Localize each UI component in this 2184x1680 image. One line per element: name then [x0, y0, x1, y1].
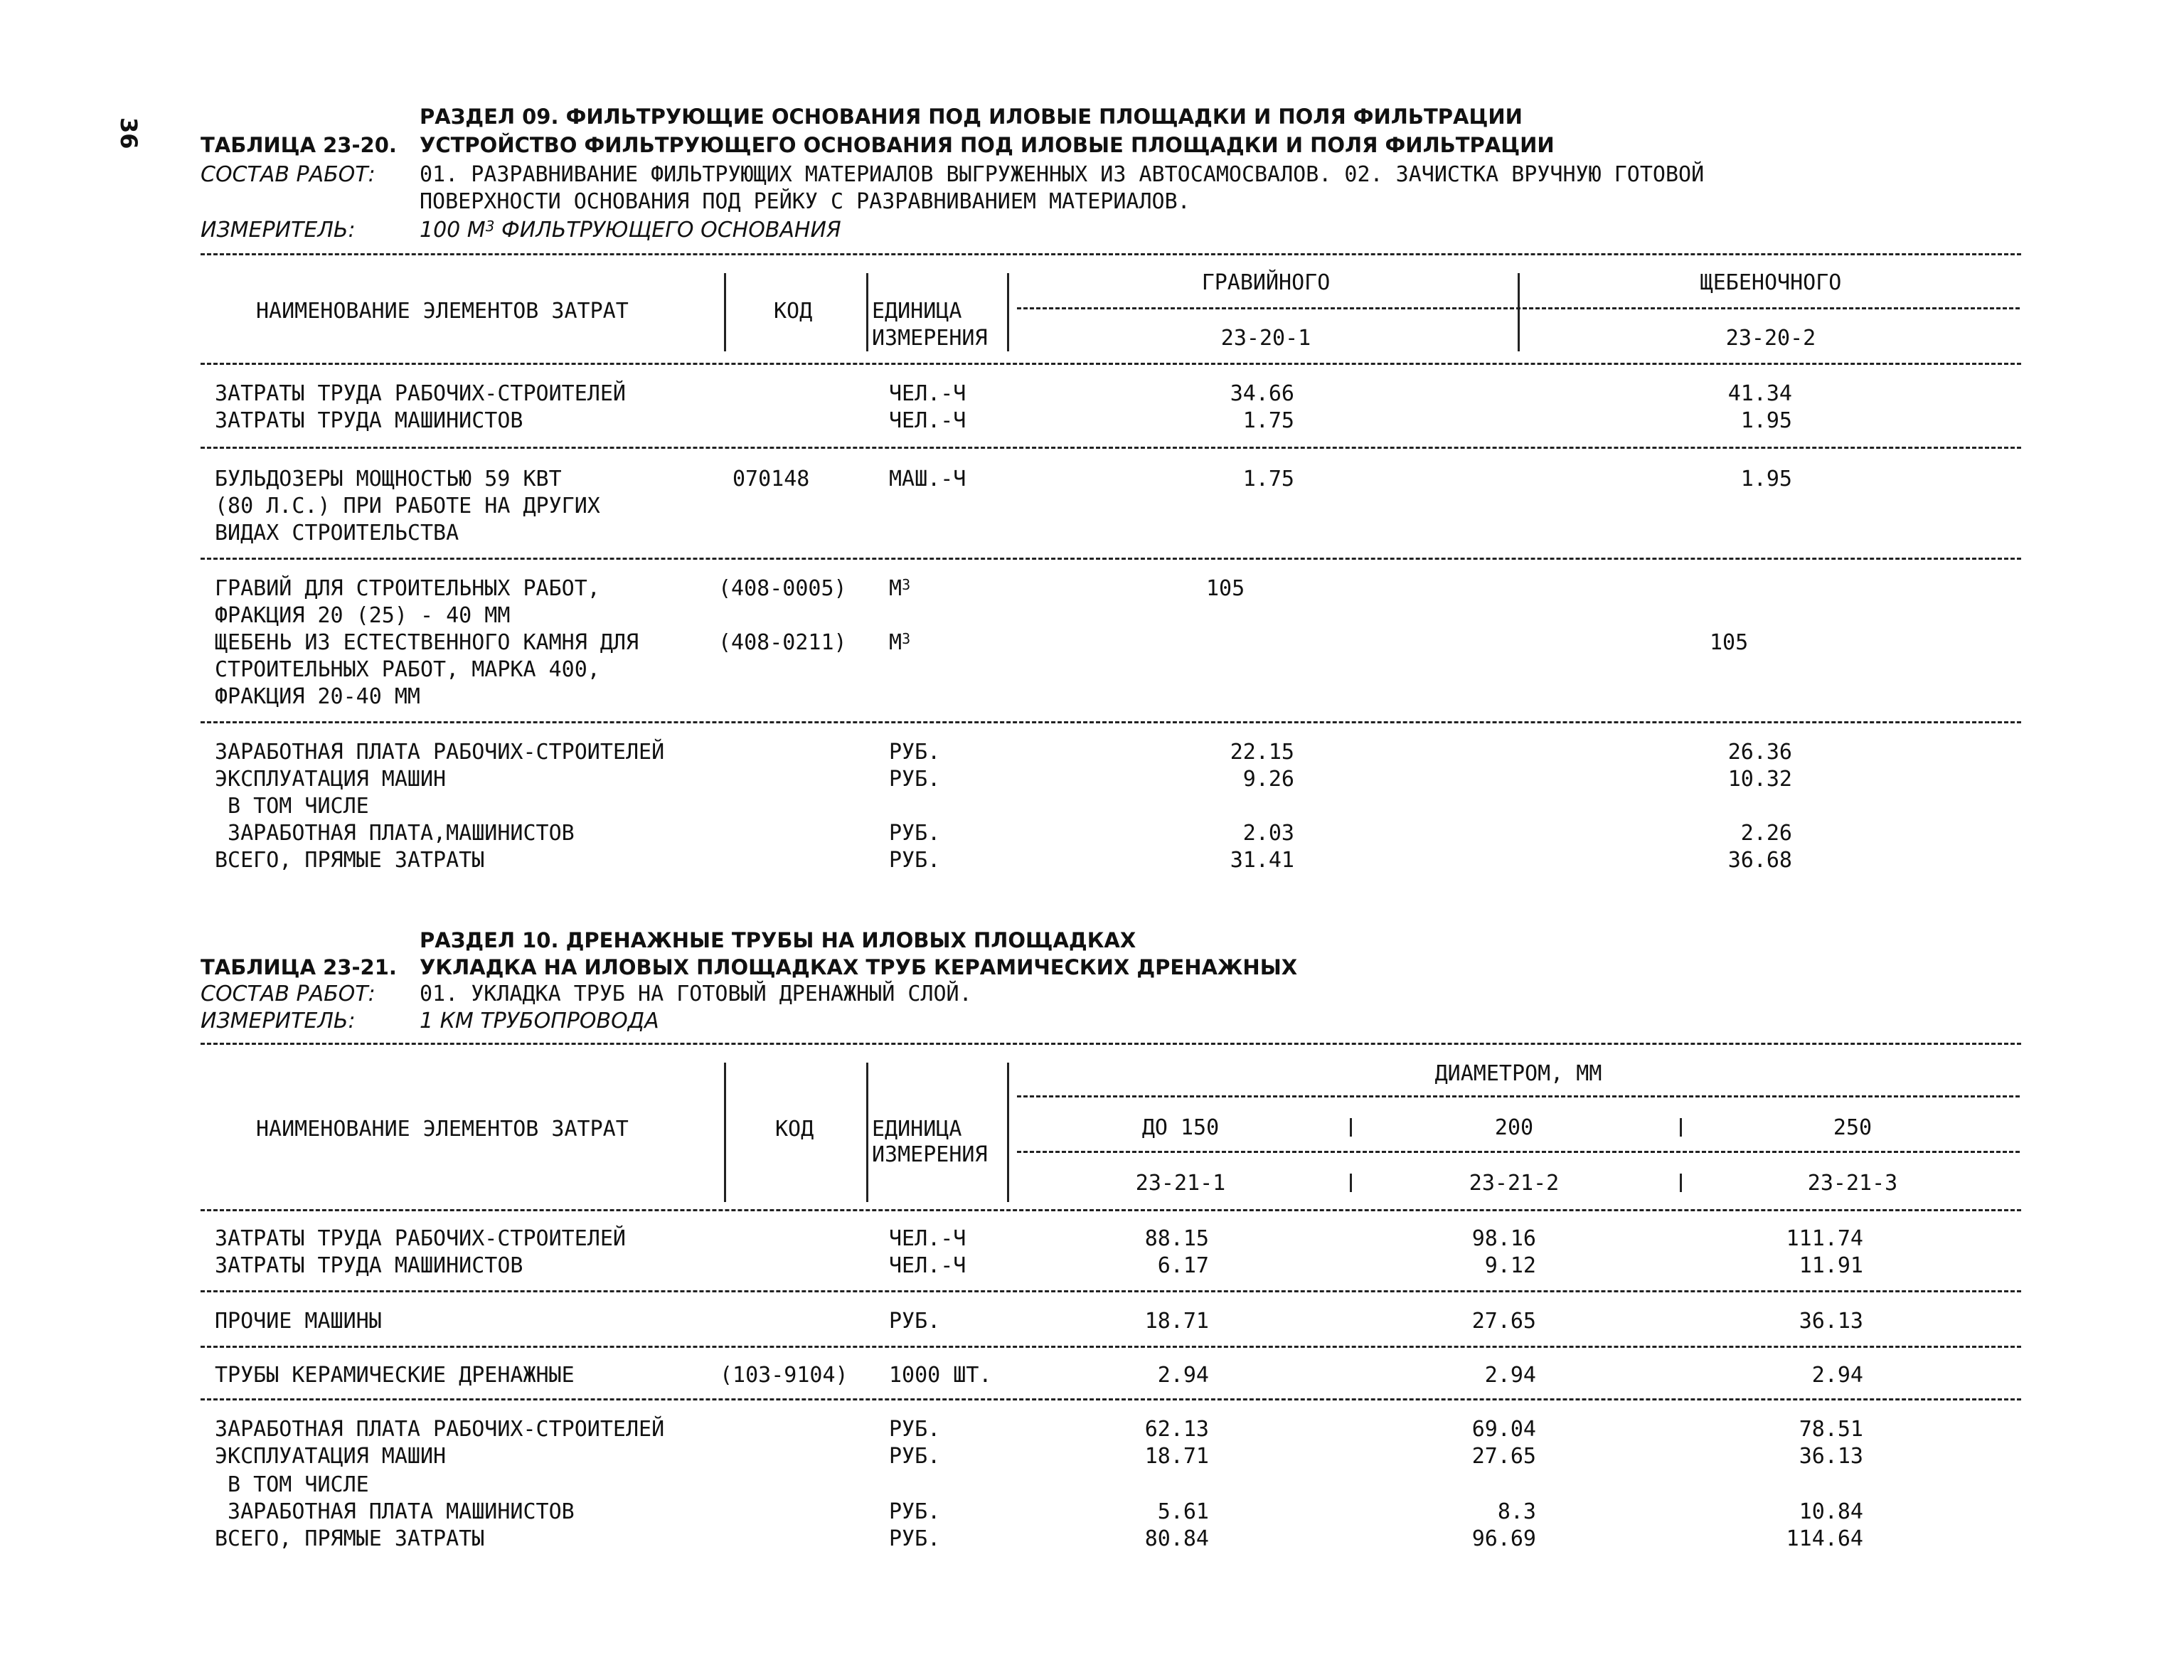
t1-row-value-1: 34.66: [1230, 381, 1294, 406]
t1-row-unit: ЧЕЛ.-Ч: [889, 381, 966, 406]
divider: [724, 1063, 726, 1202]
rule: [201, 253, 2021, 255]
t1-row-unit: $М^3$: [889, 576, 911, 601]
t2-row-value-2: 96.69: [1471, 1526, 1536, 1551]
t2-row-value-3: 2.94: [1811, 1363, 1863, 1388]
t2-row-code: (103-9104): [720, 1363, 848, 1388]
t2-row-value-1: 80.84: [1144, 1526, 1209, 1551]
t1-row-unit: ЧЕЛ.-Ч: [889, 408, 966, 433]
t1-row-name: ЗАТРАТЫ ТРУДА РАБОЧИХ-СТРОИТЕЛЕЙ: [215, 381, 626, 406]
t2-row-unit: 1000 ШТ.: [889, 1363, 992, 1388]
t2-row-value-1: 88.15: [1144, 1226, 1209, 1251]
header-code: КОД: [774, 299, 813, 324]
t1-row-value-2: 1.95: [1740, 408, 1792, 433]
t2-row-value-1: 6.17: [1157, 1253, 1209, 1278]
header-col3-title: 250: [1833, 1115, 1873, 1140]
page-number: 36: [115, 117, 142, 149]
t1-row-value-1: 1.75: [1242, 467, 1294, 491]
divider: [724, 273, 726, 351]
header-name: НАИМЕНОВАНИЕ ЭЛЕМЕНТОВ ЗАТРАТ: [256, 1117, 629, 1142]
t2-row-value-2: 27.65: [1471, 1444, 1536, 1469]
t1-row-unit: $М^3$: [889, 630, 911, 655]
t2-row-value-2: 27.65: [1471, 1309, 1536, 1334]
t1-row-name: ЗАТРАТЫ ТРУДА МАШИНИСТОВ: [215, 408, 523, 433]
work-composition-label: СОСТАВ РАБОТ:: [201, 162, 375, 187]
header-col1-title: ДО 150: [1141, 1115, 1220, 1140]
t2-row-name: В ТОМ ЧИСЛЕ: [215, 1472, 369, 1497]
t2-row-value-3: 111.74: [1786, 1226, 1863, 1251]
header-unit-2: ИЗМЕРЕНИЯ: [872, 1142, 988, 1167]
header-col1-code: 23-20-1: [1220, 326, 1311, 351]
divider: [1350, 1118, 1352, 1137]
table-23-21-label: ТАБЛИЦА 23-21.: [201, 955, 397, 979]
t2-row-value-1: 5.61: [1157, 1499, 1209, 1524]
header-col2-title: 200: [1494, 1115, 1534, 1140]
t2-row-value-2: 8.3: [1497, 1499, 1536, 1524]
work-composition-line1: 01. РАЗРАВНИВАНИЕ ФИЛЬТРУЮЩИХ МАТЕРИАЛОВ ВЫГРУЖЕННЫХ ИЗ АВТОСАМОСВАЛОВ. 02. ЗАЧИСТКА ВРУЧНУЮ ГОТОВОЙ: [420, 162, 1705, 187]
section-09-title: РАЗДЕЛ 09. ФИЛЬТРУЮЩИЕ ОСНОВАНИЯ ПОД ИЛОВЫЕ ПЛОЩАДКИ И ПОЛЯ ФИЛЬТРАЦИИ: [420, 105, 1523, 129]
t2-row-value-1: 18.71: [1144, 1444, 1209, 1469]
t1-row-value-2: 105: [1710, 630, 1749, 655]
t1-row-value-2: 41.34: [1727, 381, 1792, 406]
t2-row-name: ТРУБЫ КЕРАМИЧЕСКИЕ ДРЕНАЖНЫЕ: [215, 1363, 575, 1388]
table-23-20-label: ТАБЛИЦА 23-20.: [201, 133, 397, 157]
t2-row-value-1: 2.94: [1157, 1363, 1209, 1388]
divider: [866, 273, 868, 351]
meter-label: ИЗМЕРИТЕЛЬ:: [201, 218, 356, 243]
t1-row-unit: РУБ.: [889, 848, 941, 873]
t2-row-value-3: 11.91: [1799, 1253, 1863, 1278]
t1-row-value-2: 2.26: [1740, 821, 1792, 846]
t2-row-unit: РУБ.: [889, 1444, 941, 1469]
t1-row-name: БУЛЬДОЗЕРЫ МОЩНОСТЬЮ 59 КВТ: [215, 467, 562, 491]
header-col1-title: ГРАВИЙНОГО: [1201, 270, 1331, 295]
t2-row-unit: РУБ.: [889, 1309, 941, 1334]
t2-row-name: ПРОЧИЕ МАШИНЫ: [215, 1309, 382, 1334]
t1-row-value-2: 10.32: [1727, 767, 1792, 792]
t2-row-value-2: 2.94: [1484, 1363, 1536, 1388]
header-unit-2: ИЗМЕРЕНИЯ: [872, 326, 988, 351]
t1-row-name: ФРАКЦИЯ 20 (25) - 40 ММ: [215, 603, 511, 628]
t1-row-name: ГРАВИЙ ДЛЯ СТРОИТЕЛЬНЫХ РАБОТ,: [215, 576, 600, 601]
t2-row-name: ЗАРАБОТНАЯ ПЛАТА РАБОЧИХ-СТРОИТЕЛЕЙ: [215, 1417, 665, 1442]
rule: [1017, 1095, 2020, 1097]
t2-row-value-1: 62.13: [1144, 1417, 1209, 1442]
t2-row-unit: ЧЕЛ.-Ч: [889, 1226, 966, 1251]
table-23-20-title: УСТРОЙСТВО ФИЛЬТРУЮЩЕГО ОСНОВАНИЯ ПОД ИЛОВЫЕ ПЛОЩАДКИ И ПОЛЯ ФИЛЬТРАЦИИ: [420, 133, 1555, 157]
t2-row-value-3: 36.13: [1799, 1309, 1863, 1334]
meter-label: ИЗМЕРИТЕЛЬ:: [201, 1009, 356, 1033]
t2-row-name: ЗАТРАТЫ ТРУДА РАБОЧИХ-СТРОИТЕЛЕЙ: [215, 1226, 626, 1251]
rule: [201, 1209, 2021, 1211]
t2-row-unit: РУБ.: [889, 1417, 941, 1442]
divider: [1007, 273, 1009, 351]
rule: [201, 1043, 2021, 1045]
meter-value: 1 КМ ТРУБОПРОВОДА: [420, 1009, 659, 1033]
t1-row-value-1: 9.26: [1242, 767, 1294, 792]
header-unit-1: ЕДИНИЦА: [872, 299, 962, 324]
header-col2-code: 23-20-2: [1725, 326, 1816, 351]
t2-row-value-1: 18.71: [1144, 1309, 1209, 1334]
rule: [201, 1346, 2021, 1348]
t2-row-value-2: 9.12: [1484, 1253, 1536, 1278]
header-unit-1: ЕДИНИЦА: [872, 1117, 962, 1142]
t1-row-unit: РУБ.: [889, 821, 941, 846]
header-group-title: ДИАМЕТРОМ, ММ: [1434, 1061, 1602, 1086]
t2-row-unit: РУБ.: [889, 1499, 941, 1524]
t1-row-name: ВСЕГО, ПРЯМЫЕ ЗАТРАТЫ: [215, 848, 485, 873]
section-10-title: РАЗДЕЛ 10. ДРЕНАЖНЫЕ ТРУБЫ НА ИЛОВЫХ ПЛОЩАДКАХ: [420, 928, 1136, 952]
divider: [1518, 273, 1520, 351]
rule: [201, 1398, 2021, 1400]
t2-row-name: ВСЕГО, ПРЯМЫЕ ЗАТРАТЫ: [215, 1526, 485, 1551]
work-composition-line2: ПОВЕРХНОСТИ ОСНОВАНИЯ ПОД РЕЙКУ С РАЗРАВНИВАНИЕМ МАТЕРИАЛОВ.: [420, 189, 1190, 214]
t2-row-name: ЗАТРАТЫ ТРУДА МАШИНИСТОВ: [215, 1253, 523, 1278]
divider: [866, 1063, 868, 1202]
t2-row-value-2: 69.04: [1471, 1417, 1536, 1442]
t2-row-value-3: 78.51: [1799, 1417, 1863, 1442]
t1-row-name: В ТОМ ЧИСЛЕ: [215, 794, 369, 819]
header-col2-code: 23-21-2: [1469, 1171, 1560, 1196]
t2-row-value-2: 98.16: [1471, 1226, 1536, 1251]
rule: [201, 1290, 2021, 1292]
t1-row-name: СТРОИТЕЛЬНЫХ РАБОТ, МАРКА 400,: [215, 657, 600, 682]
rule: [1017, 307, 2020, 309]
t2-row-name: ЗАРАБОТНАЯ ПЛАТА МАШИНИСТОВ: [215, 1499, 575, 1524]
rule: [201, 558, 2021, 560]
work-composition-line1: 01. УКЛАДКА ТРУБ НА ГОТОВЫЙ ДРЕНАЖНЫЙ СЛОЙ.: [420, 982, 972, 1006]
t1-row-unit: РУБ.: [889, 767, 941, 792]
t1-row-name: ФРАКЦИЯ 20-40 ММ: [215, 684, 420, 709]
t1-row-value-1: 105: [1206, 576, 1245, 601]
t1-row-unit: РУБ.: [889, 740, 941, 765]
t1-row-name: (80 Л.С.) ПРИ РАБОТЕ НА ДРУГИХ: [215, 494, 600, 519]
divider: [1680, 1118, 1682, 1137]
header-col3-code: 23-21-3: [1807, 1171, 1898, 1196]
t1-row-value-2: 36.68: [1727, 848, 1792, 873]
header-code: КОД: [775, 1117, 814, 1142]
t1-row-code: 070148: [733, 467, 810, 491]
work-composition-label: СОСТАВ РАБОТ:: [201, 982, 375, 1006]
rule: [1017, 1151, 2020, 1153]
t1-row-name: ЭКСПЛУАТАЦИЯ МАШИН: [215, 767, 447, 792]
header-col1-code: 23-21-1: [1135, 1171, 1226, 1196]
t1-row-value-1: 1.75: [1242, 408, 1294, 433]
t1-row-value-1: 2.03: [1242, 821, 1294, 846]
header-col2-title: ЩЕБЕНОЧНОГО: [1700, 270, 1842, 295]
rule: [201, 363, 2021, 365]
t2-row-name: ЭКСПЛУАТАЦИЯ МАШИН: [215, 1444, 447, 1469]
rule: [201, 447, 2021, 449]
table-23-21-title: УКЛАДКА НА ИЛОВЫХ ПЛОЩАДКАХ ТРУБ КЕРАМИЧЕСКИХ ДРЕНАЖНЫХ: [420, 955, 1298, 979]
t2-row-unit: ЧЕЛ.-Ч: [889, 1253, 966, 1278]
divider: [1350, 1174, 1352, 1192]
t1-row-code: (408-0211): [718, 630, 847, 655]
t1-row-value-2: 1.95: [1740, 467, 1792, 491]
t1-row-name: ЩЕБЕНЬ ИЗ ЕСТЕСТВЕННОГО КАМНЯ ДЛЯ: [215, 630, 639, 655]
t1-row-name: ЗАРАБОТНАЯ ПЛАТА,МАШИНИСТОВ: [215, 821, 575, 846]
header-name: НАИМЕНОВАНИЕ ЭЛЕМЕНТОВ ЗАТРАТ: [256, 299, 629, 324]
t2-row-value-3: 36.13: [1799, 1444, 1863, 1469]
t1-row-value-1: 22.15: [1230, 740, 1294, 765]
divider: [1680, 1174, 1682, 1192]
rule: [201, 721, 2021, 723]
divider: [1007, 1063, 1009, 1202]
t1-row-value-2: 26.36: [1727, 740, 1792, 765]
t1-row-value-1: 31.41: [1230, 848, 1294, 873]
t2-row-value-3: 114.64: [1786, 1526, 1863, 1551]
t1-row-code: (408-0005): [718, 576, 847, 601]
meter-value: 100 $М^3$ ФИЛЬТРУЮЩЕГО ОСНОВАНИЯ: [420, 218, 841, 243]
t2-row-unit: РУБ.: [889, 1526, 941, 1551]
t1-row-name: ВИДАХ СТРОИТЕЛЬСТВА: [215, 521, 459, 546]
t1-row-unit: МАШ.-Ч: [889, 467, 966, 491]
t2-row-value-3: 10.84: [1799, 1499, 1863, 1524]
t1-row-name: ЗАРАБОТНАЯ ПЛАТА РАБОЧИХ-СТРОИТЕЛЕЙ: [215, 740, 665, 765]
